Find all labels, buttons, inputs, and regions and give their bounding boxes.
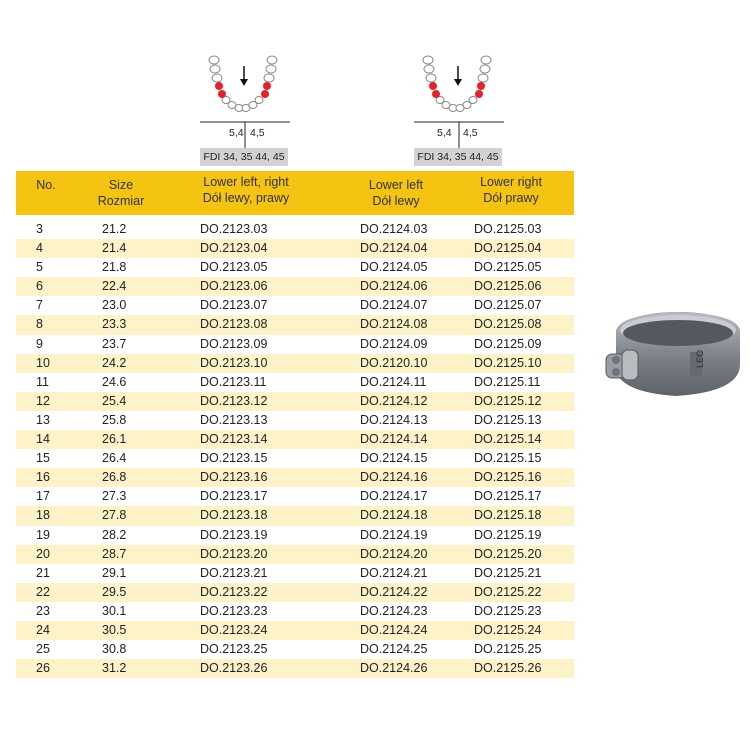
cell-code-lower-right: DO.2125.04 bbox=[474, 241, 542, 256]
cell-code-lower-right: DO.2125.17 bbox=[474, 489, 542, 504]
cell-no: 21 bbox=[36, 565, 50, 580]
cell-size: 29.5 bbox=[102, 584, 127, 599]
table-row bbox=[16, 277, 574, 296]
header-b-label-pl: Dół lewy bbox=[372, 194, 420, 208]
cell-code-lower-left: DO.2124.22 bbox=[360, 584, 428, 599]
cell-size: 27.3 bbox=[102, 489, 127, 504]
header-lower-left bbox=[336, 177, 456, 209]
tooth-diagram-lower-left bbox=[414, 52, 544, 163]
table-row bbox=[16, 468, 574, 487]
cell-code-lower-left: DO.2124.18 bbox=[360, 508, 428, 523]
table-row bbox=[16, 640, 574, 659]
cell-no: 25 bbox=[36, 642, 50, 657]
table-row bbox=[16, 545, 574, 564]
cell-size: 29.1 bbox=[102, 565, 127, 580]
cell-code-lower-left: DO.2124.08 bbox=[360, 317, 428, 332]
quadrant-right-numbers: 4,5 bbox=[250, 127, 265, 139]
cell-code-lower-right: DO.2125.21 bbox=[474, 565, 542, 580]
cell-code-lower-left: DO.2124.19 bbox=[360, 527, 428, 542]
table-header bbox=[16, 171, 574, 215]
cell-size: 24.2 bbox=[102, 355, 127, 370]
cell-code-lower-left: DO.2124.09 bbox=[360, 336, 428, 351]
table-body bbox=[16, 220, 574, 678]
quadrant-right-numbers: 4,5 bbox=[463, 127, 478, 139]
cell-code-lower-left: DO.2124.11 bbox=[360, 374, 427, 389]
cell-code-lower-right: DO.2125.14 bbox=[474, 432, 542, 447]
orthodontic-band-image bbox=[600, 300, 748, 410]
table-row bbox=[16, 220, 574, 239]
cell-no: 3 bbox=[36, 222, 43, 236]
table-row bbox=[16, 583, 574, 602]
cell-size: 23.0 bbox=[102, 298, 127, 313]
cell-size: 24.6 bbox=[102, 374, 127, 389]
cell-code-lower-left: DO.2124.07 bbox=[360, 298, 428, 313]
cell-code-lower-right: DO.2125.16 bbox=[474, 470, 542, 485]
cell-code-lower-left-right: DO.2123.16 bbox=[200, 470, 268, 485]
cell-code-lower-right: DO.2125.22 bbox=[474, 584, 542, 599]
cell-code-lower-left-right: DO.2123.05 bbox=[200, 260, 268, 275]
quadrant-left-numbers: 5,4 bbox=[229, 127, 244, 139]
cell-no: 10 bbox=[36, 355, 50, 370]
cell-code-lower-left: DO.2124.25 bbox=[360, 642, 428, 657]
cell-no: 14 bbox=[36, 432, 50, 447]
cell-size: 30.5 bbox=[102, 622, 127, 637]
cell-code-lower-left-right: DO.2123.10 bbox=[200, 355, 268, 370]
cell-code-lower-right: DO.2125.23 bbox=[474, 603, 542, 618]
header-lower-left-right bbox=[176, 174, 316, 206]
table-row bbox=[16, 373, 574, 392]
header-b-label: Lower left bbox=[368, 178, 424, 192]
table-row bbox=[16, 411, 574, 430]
band-size-table bbox=[16, 171, 574, 678]
cell-code-lower-left-right: DO.2123.04 bbox=[200, 241, 268, 256]
cell-size: 27.8 bbox=[102, 508, 127, 523]
cell-code-lower-left: DO.2124.20 bbox=[360, 546, 428, 561]
cell-code-lower-left: DO.2120.10 bbox=[360, 355, 428, 370]
header-a-label: Lower left, right bbox=[203, 175, 289, 189]
cell-size: 23.3 bbox=[102, 317, 127, 332]
cell-code-lower-left-right: DO.2123.25 bbox=[200, 642, 268, 657]
cell-code-lower-left: DO.2124.14 bbox=[360, 432, 428, 447]
cell-code-lower-left-right: DO.2123.23 bbox=[200, 603, 268, 618]
cell-size: 30.8 bbox=[102, 642, 127, 657]
cell-no: 13 bbox=[36, 412, 50, 427]
cell-code-lower-right: DO.2125.08 bbox=[474, 317, 542, 332]
cell-no: 23 bbox=[36, 603, 50, 618]
cell-code-lower-left: DO.2124.16 bbox=[360, 470, 428, 485]
cell-size: 26.4 bbox=[102, 451, 127, 466]
cell-size: 22.4 bbox=[102, 279, 127, 294]
cell-code-lower-right: DO.2125.12 bbox=[474, 393, 542, 408]
lower-arch-teeth-icon bbox=[200, 52, 290, 122]
cell-code-lower-left-right: DO.2123.22 bbox=[200, 584, 268, 599]
cell-size: 28.7 bbox=[102, 546, 127, 561]
quadrant-left-numbers: 5,4 bbox=[437, 127, 452, 139]
cell-code-lower-right: DO.2125.26 bbox=[474, 661, 542, 676]
cell-code-lower-left: DO.2124.13 bbox=[360, 412, 428, 427]
cell-code-lower-right: DO.2125.24 bbox=[474, 622, 542, 637]
cell-code-lower-right: DO.2125.25 bbox=[474, 642, 542, 657]
fdi-label: FDI 34, 35 44, 45 bbox=[200, 148, 288, 166]
cell-code-lower-left-right: DO.2123.08 bbox=[200, 317, 268, 332]
cell-code-lower-left: DO.2124.17 bbox=[360, 489, 428, 504]
lower-arch-teeth-icon bbox=[414, 52, 504, 122]
cell-code-lower-left-right: DO.2123.17 bbox=[200, 489, 268, 504]
cell-code-lower-left-right: DO.2123.03 bbox=[200, 222, 268, 236]
cell-no: 15 bbox=[36, 451, 50, 466]
header-a-label-pl: Dół lewy, prawy bbox=[202, 191, 290, 205]
cell-code-lower-right: DO.2125.18 bbox=[474, 508, 542, 523]
cell-no: 26 bbox=[36, 661, 50, 676]
header-size-label: Size bbox=[108, 178, 134, 192]
cell-code-lower-right: DO.2125.06 bbox=[474, 279, 542, 294]
table-row bbox=[16, 602, 574, 621]
cell-code-lower-left-right: DO.2123.09 bbox=[200, 336, 268, 351]
cell-code-lower-right: DO.2125.10 bbox=[474, 355, 542, 370]
cell-no: 24 bbox=[36, 622, 50, 637]
cell-code-lower-left-right: DO.2123.20 bbox=[200, 546, 268, 561]
cell-size: 21.4 bbox=[102, 241, 127, 256]
cell-no: 12 bbox=[36, 393, 50, 408]
tooth-diagram-lower-left-right bbox=[200, 52, 330, 163]
cell-no: 17 bbox=[36, 489, 50, 504]
table-row bbox=[16, 659, 574, 678]
table-row bbox=[16, 449, 574, 468]
cell-code-lower-left: DO.2124.26 bbox=[360, 661, 428, 676]
cell-code-lower-left-right: DO.2123.12 bbox=[200, 393, 268, 408]
cell-code-lower-left-right: DO.2123.11 bbox=[200, 374, 267, 389]
cell-code-lower-left: DO.2124.06 bbox=[360, 279, 428, 294]
cell-code-lower-left: DO.2124.12 bbox=[360, 393, 428, 408]
cell-code-lower-left: DO.2124.03 bbox=[360, 222, 428, 236]
cell-size: 26.1 bbox=[102, 432, 127, 447]
table-row bbox=[16, 487, 574, 506]
cell-size: 25.8 bbox=[102, 412, 127, 427]
header-no-label: No. bbox=[36, 178, 56, 192]
cell-no: 6 bbox=[36, 279, 43, 294]
header-lower-right bbox=[451, 174, 571, 206]
band-engraving: LEO bbox=[695, 349, 705, 368]
cell-no: 19 bbox=[36, 527, 50, 542]
cell-code-lower-left: DO.2124.15 bbox=[360, 451, 428, 466]
table-row bbox=[16, 354, 574, 373]
table-row bbox=[16, 335, 574, 354]
cell-code-lower-right: DO.2125.15 bbox=[474, 451, 542, 466]
cell-no: 4 bbox=[36, 241, 43, 256]
cell-code-lower-right: DO.2125.07 bbox=[474, 298, 542, 313]
header-c-label: Lower right bbox=[480, 175, 542, 189]
cell-size: 25.4 bbox=[102, 393, 127, 408]
cell-no: 22 bbox=[36, 584, 50, 599]
cell-size: 21.2 bbox=[102, 222, 127, 236]
cell-size: 23.7 bbox=[102, 336, 127, 351]
cell-no: 8 bbox=[36, 317, 43, 332]
table-row bbox=[16, 315, 574, 334]
cell-no: 7 bbox=[36, 298, 43, 313]
cell-no: 5 bbox=[36, 260, 43, 275]
cell-code-lower-left-right: DO.2123.14 bbox=[200, 432, 268, 447]
cell-code-lower-left-right: DO.2123.07 bbox=[200, 298, 268, 313]
cell-code-lower-left: DO.2124.05 bbox=[360, 260, 428, 275]
cell-size: 26.8 bbox=[102, 470, 127, 485]
table-row bbox=[16, 621, 574, 640]
cell-code-lower-right: DO.2125.11 bbox=[474, 374, 541, 389]
cell-no: 20 bbox=[36, 546, 50, 561]
cell-code-lower-left-right: DO.2123.15 bbox=[200, 451, 268, 466]
cell-code-lower-right: DO.2125.20 bbox=[474, 546, 542, 561]
orthodontic-band-icon bbox=[600, 300, 748, 410]
cell-code-lower-right: DO.2125.13 bbox=[474, 412, 542, 427]
header-size-label-pl: Rozmiar bbox=[97, 194, 145, 208]
cell-size: 30.1 bbox=[102, 603, 127, 618]
table-row bbox=[16, 564, 574, 583]
cell-no: 11 bbox=[36, 374, 49, 389]
cell-code-lower-right: DO.2125.09 bbox=[474, 336, 542, 351]
table-row bbox=[16, 239, 574, 258]
cell-code-lower-left: DO.2124.04 bbox=[360, 241, 428, 256]
cell-code-lower-left-right: DO.2123.24 bbox=[200, 622, 268, 637]
cell-code-lower-left-right: DO.2123.13 bbox=[200, 412, 268, 427]
table-row bbox=[16, 506, 574, 525]
header-size bbox=[86, 177, 156, 209]
header-no bbox=[26, 177, 66, 193]
cell-code-lower-right: DO.2125.03 bbox=[474, 222, 542, 236]
cell-no: 18 bbox=[36, 508, 50, 523]
cell-no: 9 bbox=[36, 336, 43, 351]
cell-code-lower-left-right: DO.2123.06 bbox=[200, 279, 268, 294]
cell-code-lower-left: DO.2124.23 bbox=[360, 603, 428, 618]
cell-size: 28.2 bbox=[102, 527, 127, 542]
table-row bbox=[16, 430, 574, 449]
cell-code-lower-right: DO.2125.05 bbox=[474, 260, 542, 275]
table-row bbox=[16, 392, 574, 411]
cell-size: 31.2 bbox=[102, 661, 127, 676]
cell-code-lower-left-right: DO.2123.19 bbox=[200, 527, 268, 542]
cell-code-lower-left-right: DO.2123.18 bbox=[200, 508, 268, 523]
cell-no: 16 bbox=[36, 470, 50, 485]
header-c-label-pl: Dół prawy bbox=[483, 191, 539, 205]
cell-code-lower-left: DO.2124.21 bbox=[360, 565, 428, 580]
cell-code-lower-left-right: DO.2123.21 bbox=[200, 565, 268, 580]
fdi-label: FDI 34, 35 44, 45 bbox=[414, 148, 502, 166]
table-row bbox=[16, 296, 574, 315]
cell-code-lower-right: DO.2125.19 bbox=[474, 527, 542, 542]
table-row bbox=[16, 526, 574, 545]
cell-size: 21.8 bbox=[102, 260, 127, 275]
cell-code-lower-left: DO.2124.24 bbox=[360, 622, 428, 637]
cell-code-lower-left-right: DO.2123.26 bbox=[200, 661, 268, 676]
table-row bbox=[16, 258, 574, 277]
